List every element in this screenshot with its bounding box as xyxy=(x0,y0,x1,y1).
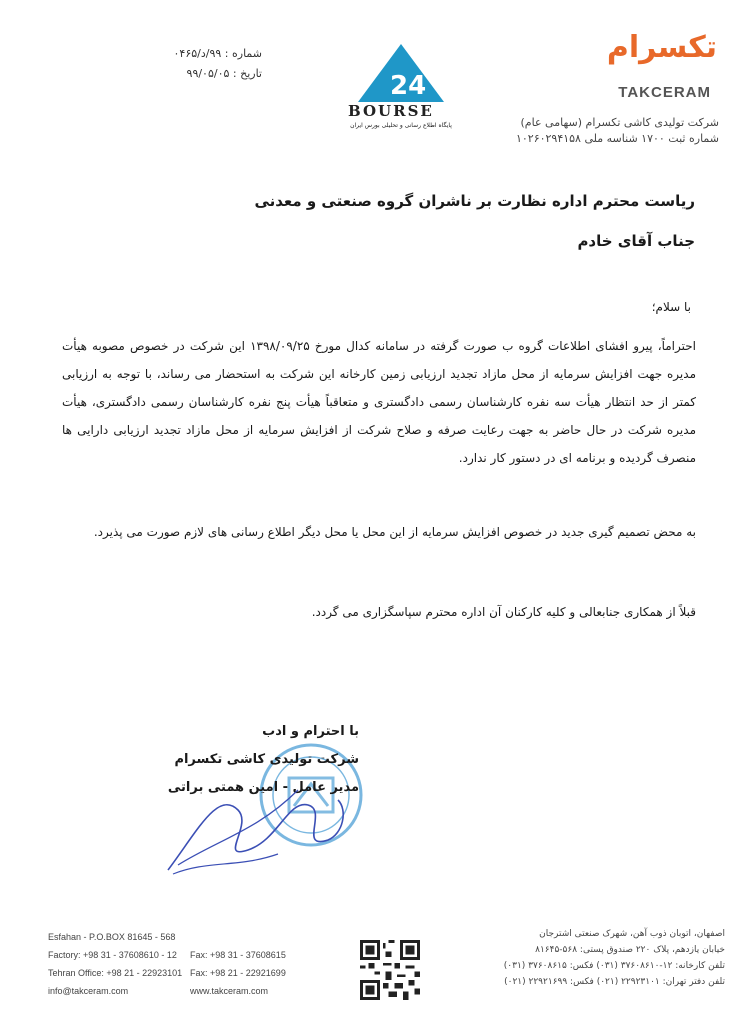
qr-code-icon xyxy=(360,940,420,1000)
recipient-title: ریاست محترم اداره نظارت بر ناشران گروه صنعتی و معدنی xyxy=(254,192,695,210)
footer-tehran-tel: Tehran Office: +98 21 - 22923101 xyxy=(48,968,183,978)
bourse-triangle-icon xyxy=(342,42,460,104)
signature-signer: مدیر عامل - امین همتی براتی xyxy=(167,780,359,795)
handwritten-signature xyxy=(158,770,358,880)
footer-factory-phone: تلفن کارخانه: ۱۲-۳۷۶۰۸۶۱۰ (۰۳۱) فکس: ۳۷۶۰۸۶۱۵ (۰۳۱) xyxy=(503,961,725,971)
footer-factory-tel: Factory: +98 31 - 37608610 - 12 xyxy=(48,950,177,960)
letter-date: تاریخ : ۹۹/۰۵/۰۵ xyxy=(186,67,262,80)
company-name: شرکت تولیدی کاشی تکسرام (سهامی عام) xyxy=(520,116,719,129)
footer-website: www.takceram.com xyxy=(190,986,269,996)
company-logo-en: TAKCERAM xyxy=(618,84,711,101)
bourse-logo-text: BOURSE xyxy=(348,102,434,120)
body-paragraph-2: به محض تصمیم گیری جدید در خصوص افزایش سرمایه از این محل یا محل دیگر اطلاع رسانی های لازم صورت می پذیرد. xyxy=(93,525,696,539)
greeting: با سلام؛ xyxy=(651,300,691,314)
company-logo-fa: تکسرام xyxy=(606,30,717,65)
signature-closing: با احترام و ادب xyxy=(262,724,359,739)
body-paragraph-1: احتراماً، پیرو افشای اطلاعات گروه ب صورت گرفته در سامانه کدال مورخ ۱۳۹۸/۰۹/۲۵ این شرکت در خصوص مصوبه هیأت مدیره جهت افزایش سرمایه از محل مازاد تجدید ارزیابی زمین کارخانه این شرکت به استحضار می رساند، با توجه به ارزیابی کمتر از حد انتظار هیأت سه نفره کارشناسان رسمی دادگستری و متعاقباً هیأت پنج نفره کارشناسان رسمی دادگستری، هیأت مدیره شرکت در حال حاضر به جهت رعایت صرفه و صلاح شرکت از افزایش سرمایه از محل مازاد تجدید ارزیابی دارایی ها منصرف گردیده و برنامه ای در دستور کار ندارد. xyxy=(62,339,696,465)
footer-pobox: Esfahan - P.O.BOX 81645 - 568 xyxy=(48,932,176,942)
company-registration: شماره ثبت ۱۷۰۰ شناسه ملی ۱۰۲۶۰۲۹۴۱۵۸ xyxy=(515,132,719,145)
footer-contact-fa xyxy=(475,926,725,990)
letter-number: شماره : ۹۹/د/۰۴۶۵ xyxy=(173,47,262,60)
company-logo xyxy=(515,30,729,148)
letter-reference xyxy=(112,44,262,84)
bourse-logo xyxy=(342,42,460,138)
bourse-tagline: پایگاه اطلاع رسانی و تحلیلی بورس ایران xyxy=(350,122,452,129)
footer-contact-en xyxy=(48,928,308,1000)
svg-text:24: 24 xyxy=(390,71,427,101)
footer-tehran-fax: Fax: +98 21 - 22921699 xyxy=(190,968,286,978)
signature-company: شرکت تولیدی کاشی تکسرام xyxy=(174,752,359,767)
body-paragraph-3: قبلاً از همکاری جنابعالی و کلیه کارکنان آن اداره محترم سپاسگزاری می گردد. xyxy=(311,605,696,619)
footer-tehran-phone: تلفن دفتر تهران: ۲۲۹۲۳۱۰۱ (۰۲۱) فکس: ۲۲۹۲۱۶۹۹ (۰۲۱) xyxy=(504,977,725,987)
footer-address-2: خیابان یازدهم، پلاک ۲۲۰ صندوق پستی: ۵۶۸-۸۱۶۴۵ xyxy=(535,945,725,955)
recipient-name: جناب آقای خادم xyxy=(577,232,695,250)
footer-email: info@takceram.com xyxy=(48,986,129,996)
footer-address-1: اصفهان، اتوبان ذوب آهن، شهرک صنعتی اشترجان xyxy=(539,929,725,939)
footer-factory-fax: Fax: +98 31 - 37608615 xyxy=(190,950,286,960)
